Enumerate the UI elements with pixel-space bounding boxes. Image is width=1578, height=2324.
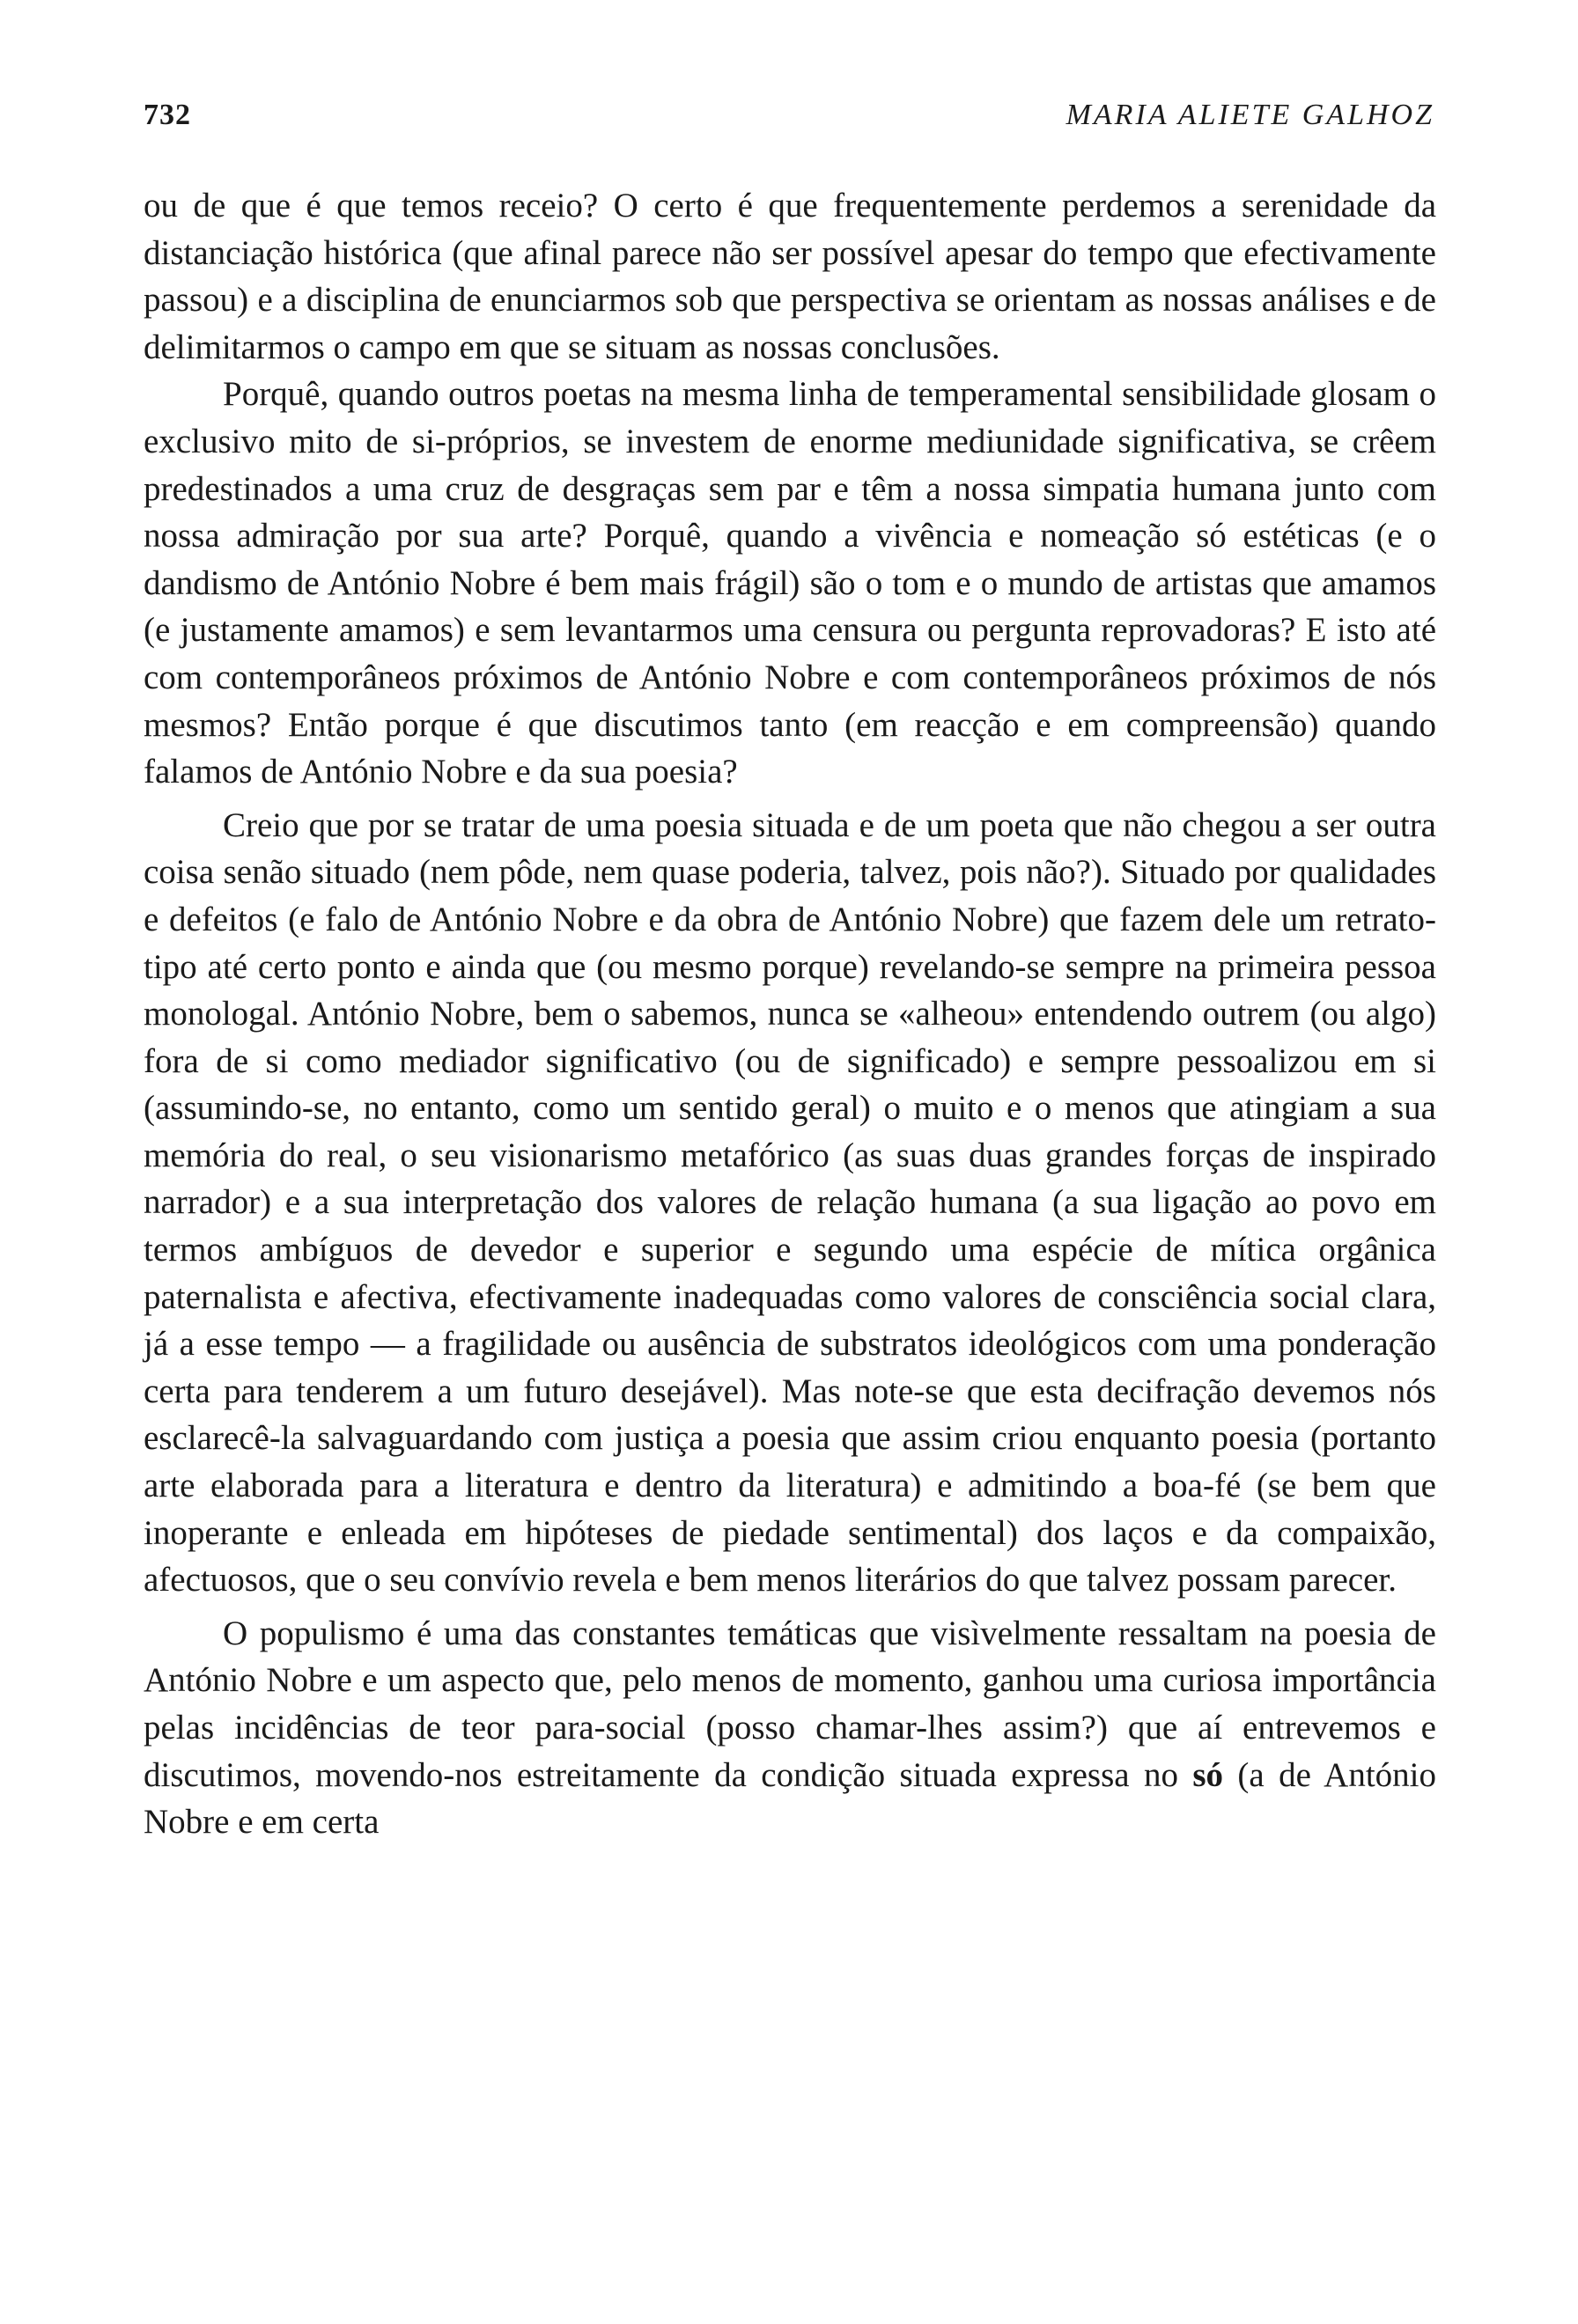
body-text (144, 182, 1436, 1846)
paragraph-4-text-end: (a de António Nobre e em certa (144, 1755, 1436, 1842)
paragraph-4 (144, 1610, 1436, 1846)
paragraph-3: Creio que por se tratar de uma poesia situada e de um poeta que não chegou a ser outra coisa senão situado (nem pôde, nem quase poderia, talvez, pois não?). Situado por qualidades e defeitos (e falo de António Nobre e da obra de António Nobre) que fazem dele um retrato-tipo até certo ponto e ainda que (ou mesmo porque) revelando-se sempre na primeira pessoa monologal. António Nobre, bem o sabemos, nunca se «alheou» entendendo outrem (ou algo) fora de si como mediador significativo (ou de significado) e sempre pessoalizou em si (assumindo-se, no entanto, como um sentido geral) o muito e o menos que atingiam a sua memória do real, o seu visionarismo metafórico (as suas duas grandes forças de inspirado narrador) e a sua interpretação dos valores de relação humana (a sua ligação ao povo em termos ambíguos de devedor e superior e segundo uma espécie de mítica orgânica paternalista e afectiva, efectivamente inadequadas como valores de consciência social clara, já a esse tempo — a fragilidade ou ausência de substratos ideológicos com uma ponderação certa para tenderem a um futuro desejável). Mas note-se que esta decifração devemos nós esclarecê-la salvaguardando com justiça a poesia que assim criou enquanto poesia (portanto arte elaborada para a literatura e dentro da literatura) e admitindo a boa-fé (se bem que inoperante e enleada em hipóteses de piedade sentimental) dos laços e da compaixão, afectuosos, que o seu convívio revela e bem menos literários do que talvez possam parecer. (144, 805, 1436, 1600)
paragraph-2: Porquê, quando outros poetas na mesma linha de temperamental sensibilidade glosam o exclusivo mito de si-próprios, se investem de enorme mediunidade significativa, se crêem predestinados a uma cruz de desgraças sem par e têm a nossa simpatia humana junto com nossa admiração por sua arte? Porquê, quando a vivência e nomeação só estéticas (e o dandismo de António Nobre é bem mais frágil) são o tom e o mundo de artistas que amamos (e justamente amamos) e sem levantarmos uma censura ou pergunta reprovadoras? E isto até com contemporâneos próximos de António Nobre e com contemporâneos próximos de nós mesmos? Então porque é que discutimos tanto (em reacção e em compreensão) quando falamos de António Nobre e da sua poesia? (144, 375, 1436, 791)
paragraph-4-text-start: O populismo é uma das constantes temáticas que visìvelmente ressaltam na poesia de António Nobre e um aspecto que, pelo menos de momento, ganhou uma curiosa importância pelas incidências de teor para-social (posso chamar-lhes assim?) que aí entrevemos e discutimos, movendo-nos estreitamente da condição situada expressa no (144, 1614, 1436, 1794)
paragraph-1: ou de que é que temos receio? O certo é que frequentemente perdemos a serenidade da distanciação histórica (que afinal parece não ser possível apesar do tempo que efectivamente passou) e a disciplina de enunciarmos sob que perspectiva se orientam as nossas análises e de delimitarmos o campo em que se situam as nossas conclusões. (144, 187, 1436, 366)
running-header (144, 99, 1434, 143)
emphasized-word: só (1192, 1755, 1224, 1794)
running-head-author: MARIA ALIETE GALHOZ (1066, 99, 1434, 131)
page-number: 732 (144, 99, 191, 131)
